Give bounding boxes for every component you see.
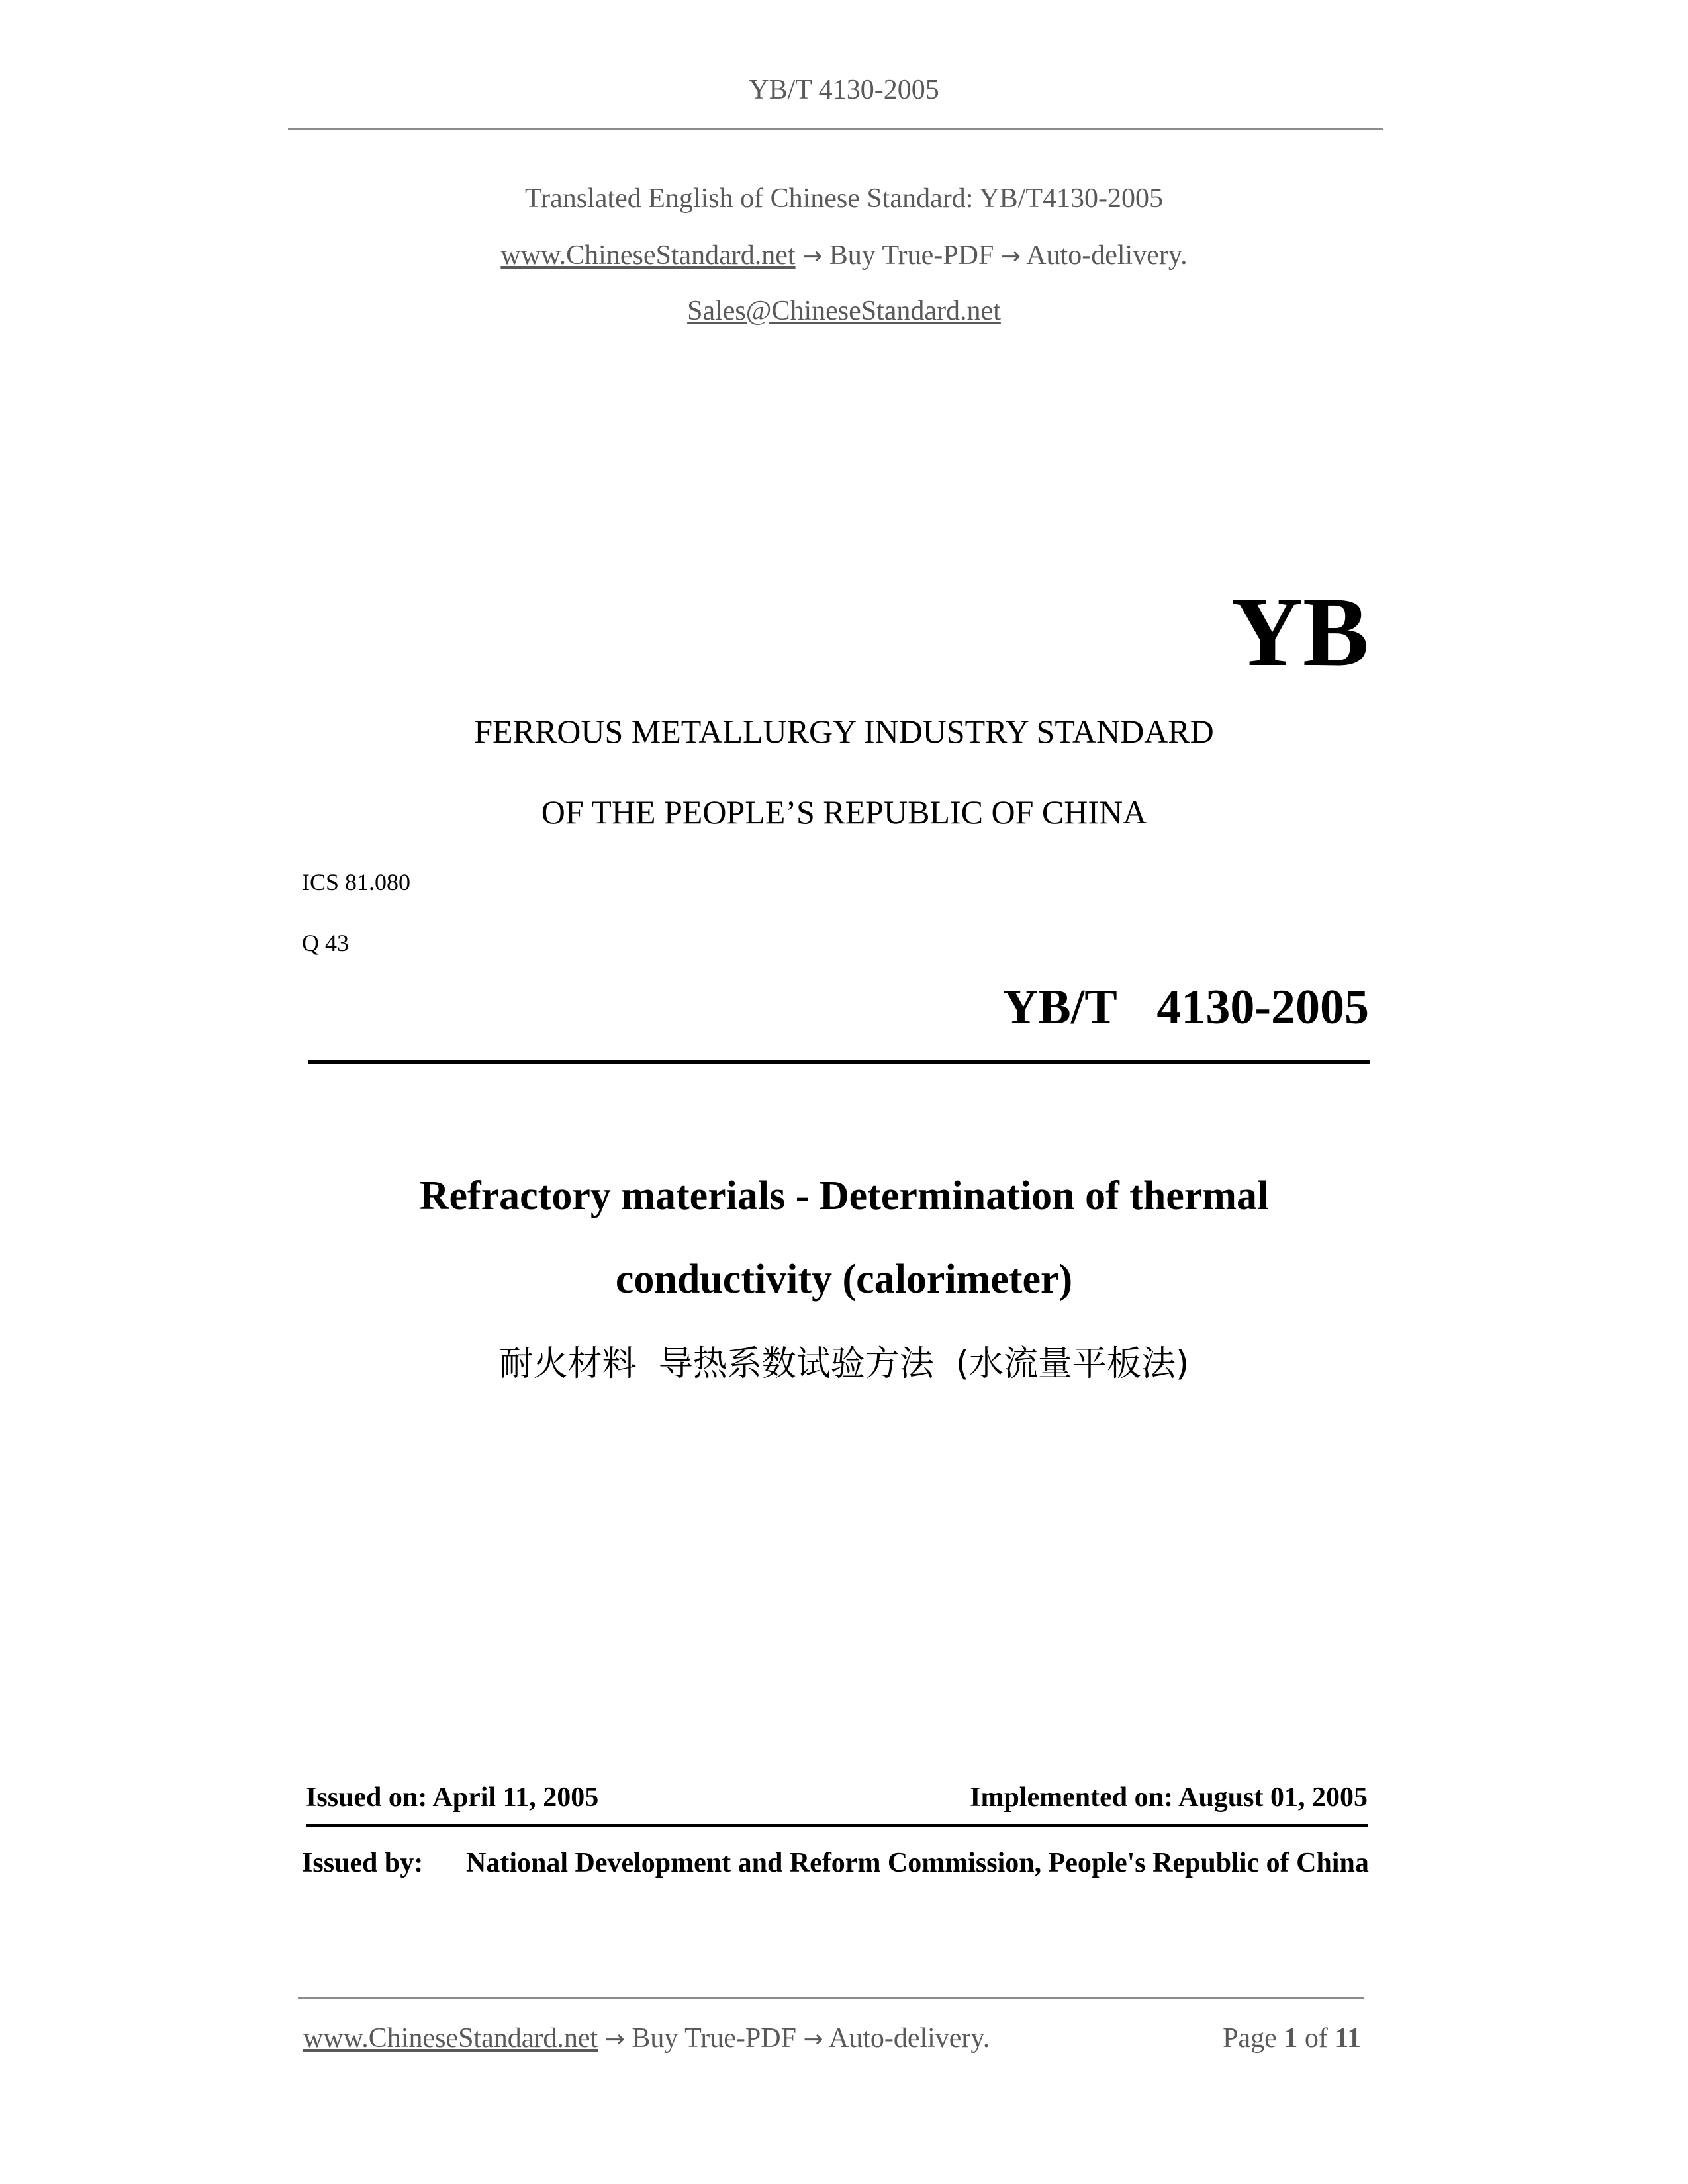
implemented-on-date: Implemented on: August 01, 2005 <box>970 1782 1368 1813</box>
footer-website-link[interactable]: www.ChineseStandard.net <box>303 2023 598 2054</box>
page-of: of <box>1304 2023 1328 2054</box>
org-name-line-2: OF THE PEOPLE’S REPUBLIC OF CHINA <box>541 794 1147 831</box>
delivery-text: Auto-delivery. <box>1026 240 1188 271</box>
dates-divider <box>306 1824 1368 1827</box>
footer-buy-text: Buy True-PDF <box>632 2023 796 2054</box>
yb-logo: YB <box>1231 577 1369 687</box>
running-header: YB/T 4130-2005 <box>749 75 939 105</box>
sales-line <box>0 295 1688 327</box>
standard-number: YB/T 4130-2005 <box>1002 980 1369 1034</box>
org-name-line-1: FERROUS METALLURGY INDUSTRY STANDARD <box>474 713 1214 750</box>
footer-promo <box>303 2023 990 2054</box>
page-current: 1 <box>1284 2023 1298 2054</box>
ics-code: ICS 81.080 <box>302 869 411 895</box>
header-divider <box>288 128 1383 130</box>
page-indicator <box>1223 2023 1361 2054</box>
footer-divider <box>298 1997 1364 1999</box>
title-en-line-2: conductivity (calorimeter) <box>615 1257 1073 1302</box>
sales-email-link[interactable]: Sales@ChineseStandard.net <box>687 296 1001 326</box>
title-zh: 耐火材料 导热系数试验方法 (水流量平板法) <box>498 1344 1190 1384</box>
footer-delivery-text: Auto-delivery. <box>828 2023 990 2054</box>
translation-note: Translated English of Chinese Standard: YB/T4130-2005 <box>525 183 1163 214</box>
title-en-line-1: Refractory materials - Determination of thermal <box>419 1173 1269 1218</box>
page-total: 11 <box>1335 2023 1361 2054</box>
promo-line <box>0 240 1688 271</box>
ccs-code: Q 43 <box>302 930 349 956</box>
arrow-right-icon: → <box>1000 243 1021 270</box>
arrow-right-icon: → <box>803 2026 823 2053</box>
issued-by-label: Issued by: <box>302 1848 424 1878</box>
buy-text: Buy True-PDF <box>829 240 994 271</box>
page-label: Page <box>1223 2023 1277 2054</box>
arrow-right-icon: → <box>802 243 823 270</box>
website-link[interactable]: www.ChineseStandard.net <box>500 240 796 271</box>
issued-by-value: National Development and Reform Commission, People's Republic of China <box>466 1848 1369 1878</box>
arrow-right-icon: → <box>604 2026 625 2053</box>
issued-on-date: Issued on: April 11, 2005 <box>306 1782 599 1813</box>
standard-number-divider <box>308 1060 1370 1064</box>
